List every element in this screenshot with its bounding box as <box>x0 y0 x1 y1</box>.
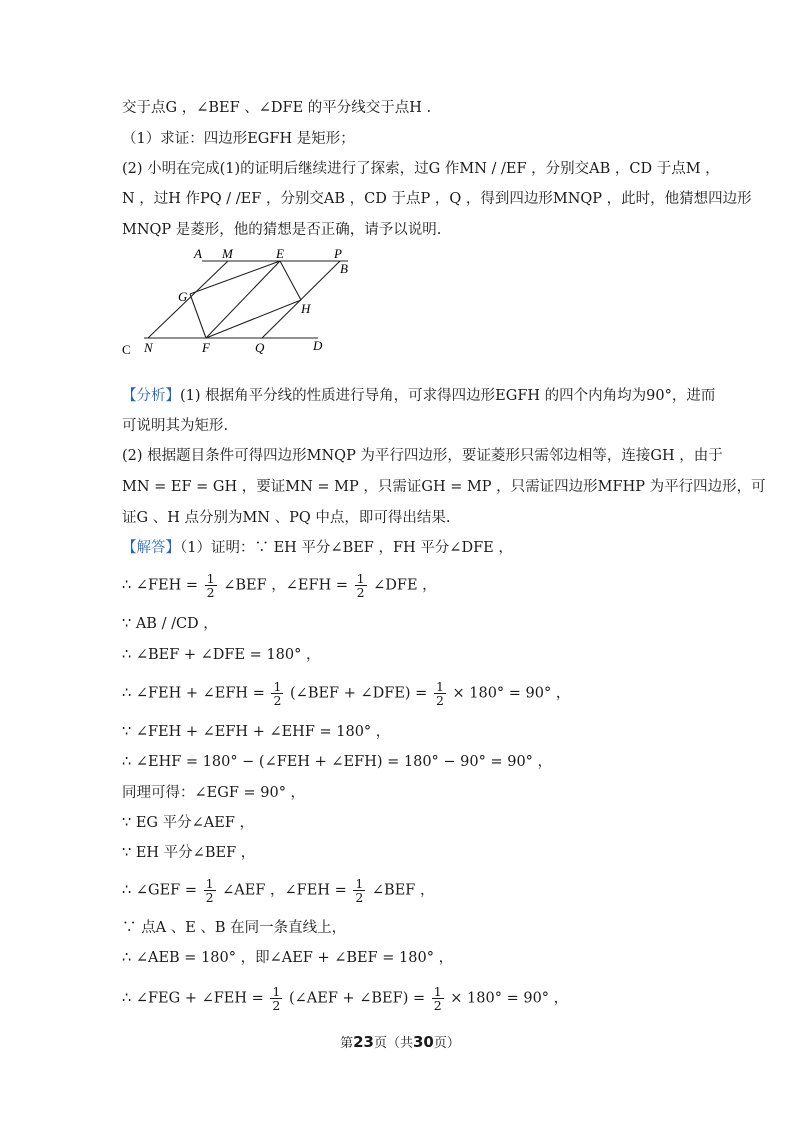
fraction-half: $\frac{1}{2}$ <box>356 571 365 600</box>
label-e: E <box>276 246 284 261</box>
problem-line-4: N ，过H 作PQ / /EF ，分别交AB ，CD 于点P ，Q ，得到四边形MNQP ，此时，他猜想四边形 <box>122 191 752 207</box>
solution-line-8: 同理可得：∠EGF = 90° ， <box>122 785 306 801</box>
solution-line-2 <box>122 572 437 599</box>
analysis-tag: 【分析】 <box>122 388 180 404</box>
solution-line-11 <box>122 877 434 904</box>
solution-line-10: ∵ EH 平分∠BEF ， <box>122 845 256 861</box>
solution-text-11c: ∠BEF ， <box>371 882 435 899</box>
analysis-line-4: MN = EF = GH ，要证MN = MP ，只需证GH = MP ，只需证四边形MFHP 为平行四边形，可 <box>122 479 766 495</box>
analysis-line-1 <box>122 386 715 406</box>
solution-text-11a: ∴ ∠GEF = <box>122 882 197 899</box>
solution-line-6: ∵ ∠FEH + ∠EFH + ∠EHF = 180° ， <box>122 724 391 740</box>
solution-text-5a: ∴ ∠FEH + ∠EFH = <box>122 685 265 702</box>
page-number: 23 <box>353 1033 374 1051</box>
solution-text-14a: ∴ ∠FEG + ∠FEH = <box>122 990 264 1007</box>
fraction-half: $\frac{1}{2}$ <box>272 984 281 1013</box>
segment-mn <box>148 261 228 338</box>
solution-text-5c: × 180° = 90° ， <box>452 685 571 702</box>
segment-hf <box>206 300 301 338</box>
page-total: 30 <box>413 1033 434 1051</box>
label-c: C <box>122 342 131 357</box>
solution-line-5 <box>122 680 570 707</box>
label-h: H <box>301 301 311 316</box>
fraction-half: $\frac{1}{2}$ <box>433 984 442 1013</box>
fraction-half: $\frac{1}{2}$ <box>273 679 282 708</box>
label-a: A <box>194 246 202 261</box>
solution-line-1 <box>122 538 513 558</box>
analysis-line-3: (2) 根据题目条件可得四边形MNQP 为平行四边形，要证菱形只需邻边相等，连接GH ，由于 <box>122 448 723 464</box>
problem-line-2: （1）求证：四边形EGFH 是矩形； <box>122 131 355 147</box>
segment-gf <box>190 294 206 338</box>
label-f: F <box>202 340 210 355</box>
solution-text-1: （1）证明：∵ EH 平分∠BEF ，FH 平分∠DFE ， <box>180 540 513 556</box>
segment-eh <box>280 261 301 300</box>
label-q: Q <box>255 340 265 355</box>
solution-tag: 【解答】 <box>122 540 180 556</box>
problem-line-3: (2) 小明在完成(1)的证明后继续进行了探索，过G 作MN / /EF ，分别交AB ，CD 于点M ， <box>122 161 720 177</box>
solution-text-14c: × 180° = 90° ， <box>450 990 569 1007</box>
solution-text-5b: (∠BEF + ∠DFE) = <box>290 685 428 702</box>
solution-text-2c: ∠DFE ， <box>373 577 437 594</box>
fraction-half: $\frac{1}{2}$ <box>355 876 364 905</box>
label-p: P <box>334 246 342 261</box>
footer-prefix: 第 <box>340 1036 354 1051</box>
analysis-text-1: (1) 根据角平分线的性质进行导角，可求得四边形EGFH 的四个内角均为90°，进而 <box>180 388 716 404</box>
solution-text-2b: ∠BEF ，∠EFH = <box>223 577 348 594</box>
solution-line-4: ∴ ∠BEF + ∠DFE = 180° ， <box>122 647 321 663</box>
solution-line-9: ∵ EG 平分∠AEF ， <box>122 815 254 831</box>
solution-line-7: ∴ ∠EHF = 180° − (∠FEH + ∠EFH) = 180° − 90° = 90° ， <box>122 754 553 770</box>
label-b: B <box>340 261 348 276</box>
label-g: G <box>178 289 188 304</box>
page-footer <box>0 1032 800 1051</box>
analysis-line-2: 可说明其为矩形. <box>122 418 229 434</box>
solution-line-12: ∵ 点A 、E 、B 在同一条直线上， <box>122 920 347 936</box>
solution-text-2a: ∴ ∠FEH = <box>122 577 199 594</box>
label-d: D <box>313 338 323 353</box>
fraction-half: $\frac{1}{2}$ <box>435 679 444 708</box>
problem-line-1: 交于点G ，∠BEF 、∠DFE 的平分线交于点H . <box>122 100 432 116</box>
label-n: N <box>144 340 153 355</box>
segment-ef <box>206 261 280 338</box>
solution-text-11b: ∠AEF ，∠FEH = <box>222 882 347 899</box>
footer-suffix: 页） <box>433 1036 460 1051</box>
label-m: M <box>222 246 233 261</box>
footer-middle: 页（共 <box>373 1036 413 1051</box>
solution-line-13: ∴ ∠AEB = 180° ，即∠AEF + ∠BEF = 180° ， <box>122 950 454 966</box>
analysis-line-5: 证G 、H 点分别为MN 、PQ 中点，即可得出结果. <box>122 510 451 526</box>
problem-line-5: MNQP 是菱形，他的猜想是否正确，请予以说明. <box>122 222 442 238</box>
fraction-half: $\frac{1}{2}$ <box>206 571 215 600</box>
geometry-figure <box>118 244 368 362</box>
solution-line-3: ∵ AB / /CD ， <box>122 616 218 632</box>
segment-eg <box>190 261 280 294</box>
solution-text-14b: (∠AEF + ∠BEF) = <box>288 990 426 1007</box>
solution-line-14 <box>122 985 568 1012</box>
fraction-half: $\frac{1}{2}$ <box>205 876 214 905</box>
